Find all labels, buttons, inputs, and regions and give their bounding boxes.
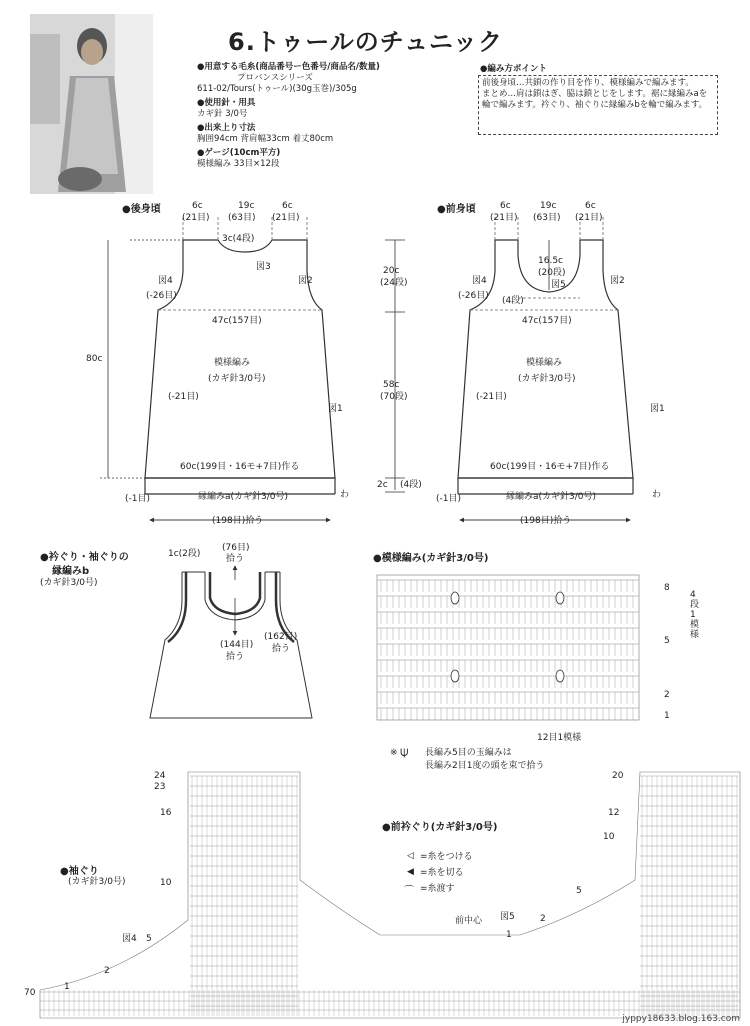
back-total: 80c <box>86 354 103 364</box>
collar-rows: 1c(2段) <box>168 549 201 559</box>
front-neck-rows: (20段) <box>538 268 566 278</box>
back-minus1: (-1目) <box>125 494 150 504</box>
pattern-r5: 5 <box>664 636 670 646</box>
back-fig3: 図3 <box>256 262 271 272</box>
attach-yarn-icon: ◁ <box>407 851 414 861</box>
collar-heading1: ●衿ぐり・袖ぐりの <box>40 552 129 563</box>
frontneck-r1: 1 <box>506 930 512 940</box>
sleeve-r16: 16 <box>160 808 172 818</box>
frontneck-r20: 20 <box>612 771 624 781</box>
frontneck-fig5: 図5 <box>500 912 515 922</box>
pattern-heading: ●模様編み(カギ針3/0号) <box>373 553 489 564</box>
front-pick: (198目)拾う <box>520 516 572 526</box>
sleeve-r23: 23 <box>154 782 166 792</box>
sleeve-r24: 24 <box>154 771 166 781</box>
frontneck-legend2: =糸を切る <box>420 868 464 878</box>
pattern-rows <box>377 580 639 720</box>
needle-label: ●使用針・用具 <box>197 98 256 108</box>
points-heading: ●編み方ポイント <box>480 64 547 74</box>
gauge-label: ●ゲージ(10cm平方) <box>197 148 281 158</box>
back-width47: 47c(157目) <box>212 316 262 326</box>
points-line1: 前後身頃…共鎖の作り目を作り、模様編みで編みます。 <box>482 78 694 88</box>
front-needle: (カギ針3/0号) <box>518 374 576 384</box>
sleeve-r70: 70 <box>24 988 36 998</box>
back-edge: 縁編みa(カギ針3/0号) <box>198 492 289 502</box>
back-wa: わ <box>340 490 350 500</box>
front-neck: 16.5c <box>538 256 563 266</box>
back-base: 60c(199目・16モ+7目)作る <box>180 462 300 472</box>
back-needle: (カギ針3/0号) <box>208 374 266 384</box>
pattern-note2: 長編み2目1度の頭を束で拾う <box>425 761 545 771</box>
collar-top-pick: (76目) <box>222 543 250 553</box>
collar-needle: (カギ針3/0号) <box>40 578 98 588</box>
back-fig2: 図2 <box>298 276 313 286</box>
sleeve-r2: 2 <box>104 966 110 976</box>
page-title: 6.トゥールのチュニック <box>228 28 504 56</box>
front-top-s2: (63目) <box>533 213 561 223</box>
mid-h1s: (24段) <box>380 278 408 288</box>
front-dec21: (-21目) <box>476 392 507 402</box>
pattern-note1: 長編み5目の玉編みは <box>425 748 512 758</box>
front-dec: (-26目) <box>458 291 489 301</box>
collar-top-pick2: 拾う <box>226 554 245 564</box>
sleeve-r10: 10 <box>160 878 172 888</box>
sleeve-fig4: 図4 <box>122 934 137 944</box>
cluster-stitch-mark <box>556 670 564 682</box>
front-top-w3: 6c <box>585 201 596 211</box>
back-top-s2: (63目) <box>228 213 256 223</box>
front-top-s1: (21目) <box>490 213 518 223</box>
back-dec: (-26目) <box>146 291 177 301</box>
mid-h2s: (70段) <box>380 392 408 402</box>
cluster-stitch-mark <box>451 592 459 604</box>
front-wa: わ <box>652 490 662 500</box>
sleeve-r5: 5 <box>146 934 152 944</box>
pattern-r1: 1 <box>664 711 670 721</box>
back-top-s3: (21目) <box>272 213 300 223</box>
back-top-w2: 19c <box>238 201 255 211</box>
front-top-w2: 19c <box>540 201 557 211</box>
sleeve-needle: (カギ針3/0号) <box>68 877 126 887</box>
bottom-chart-rows <box>40 776 740 1016</box>
needle-value: カギ針 3/0号 <box>197 109 248 119</box>
frontneck-r12: 12 <box>608 808 620 818</box>
cluster-stitch-icon: ⍦ <box>400 744 409 760</box>
mid-h1: 20c <box>383 266 400 276</box>
sleeve-heading: ●袖ぐり <box>60 866 99 877</box>
pattern-r2: 2 <box>664 690 670 700</box>
pattern-repeat-h: 12目1模様 <box>537 733 582 743</box>
footer-watermark: jyppy18633.blog.163.com <box>622 1014 740 1024</box>
front-neck-small: (4段) <box>502 296 524 306</box>
cluster-stitch-mark <box>556 592 564 604</box>
back-top-w1: 6c <box>192 201 203 211</box>
yarn-label: ●用意する毛糸(商品番号ー色番号/商品名/数量) <box>197 62 380 72</box>
collar-bottom-pick2: 拾う <box>226 652 245 662</box>
back-fig1: 図1 <box>328 404 343 414</box>
yarn-detail: 611-02/Tours(トゥール)(30g玉巻)/305g <box>197 84 357 94</box>
frontneck-center: 前中心 <box>455 916 483 926</box>
front-base: 60c(199目・16モ+7目)作る <box>490 462 610 472</box>
frontneck-heading: ●前衿ぐり(カギ針3/0号) <box>382 822 498 833</box>
frontneck-legend1: =糸をつける <box>420 852 473 862</box>
cluster-stitch-mark <box>451 670 459 682</box>
front-fig1: 図1 <box>650 404 665 414</box>
front-pattern: 模様編み <box>526 358 563 368</box>
front-fig5: 図5 <box>551 280 566 290</box>
back-fig4: 図4 <box>158 276 173 286</box>
front-minus1: (-1目) <box>436 494 461 504</box>
gauge-value: 模様編み 33目×12段 <box>197 159 280 169</box>
back-pattern: 模様編み <box>214 358 251 368</box>
back-pick: (198目)拾う <box>212 516 264 526</box>
pattern-note-mark: ※ <box>390 748 398 758</box>
yarn-series: プロバンスシリーズ <box>237 73 313 83</box>
back-dec21: (-21目) <box>168 392 199 402</box>
frontneck-legend3: =糸渡す <box>420 884 455 894</box>
pattern-r8: 8 <box>664 583 670 593</box>
mid-h3: 2c <box>377 480 388 490</box>
back-heading: ●後身頃 <box>122 204 161 215</box>
size-value: 胸囲94cm 背肩幅33cm 着丈80cm <box>197 134 334 144</box>
frontneck-r10: 10 <box>603 832 615 842</box>
back-top-s1: (21目) <box>182 213 210 223</box>
cut-yarn-icon: ◀ <box>407 867 414 877</box>
collar-bottom-pick: (144目) <box>220 640 254 650</box>
pattern-grid <box>377 575 639 720</box>
front-fig2: 図2 <box>610 276 625 286</box>
back-neck: 3c(4段) <box>222 234 255 244</box>
front-top-s3: (21目) <box>575 213 603 223</box>
pass-yarn-icon: ⌒ <box>404 886 414 897</box>
front-fig4: 図4 <box>472 276 487 286</box>
front-top-w1: 6c <box>500 201 511 211</box>
size-label: ●出来上り寸法 <box>197 123 256 133</box>
bottom-chart-frame <box>40 772 740 1018</box>
front-width47: 47c(157目) <box>522 316 572 326</box>
points-line2: まとめ…肩は鎖はぎ、脇は鎖とじをします。裾に縁編みaを輪で編みます。衿ぐり、袖ぐりに縁編みbを輪で編みます。 <box>482 89 708 110</box>
pattern-repeat-v: 4段1模様 <box>690 590 700 640</box>
sleeve-r1: 1 <box>64 982 70 992</box>
back-top-w3: 6c <box>282 201 293 211</box>
mid-h2: 58c <box>383 380 400 390</box>
frontneck-r5: 5 <box>576 886 582 896</box>
mid-h3s: (4段) <box>400 480 422 490</box>
collar-side-pick2: 拾う <box>272 644 291 654</box>
collar-side-pick: (162目) <box>264 632 298 642</box>
frontneck-r2: 2 <box>540 914 546 924</box>
collar-heading2: 縁編みb <box>52 566 90 577</box>
front-heading: ●前身頃 <box>437 204 476 215</box>
front-edge: 縁編みa(カギ針3/0号) <box>506 492 597 502</box>
